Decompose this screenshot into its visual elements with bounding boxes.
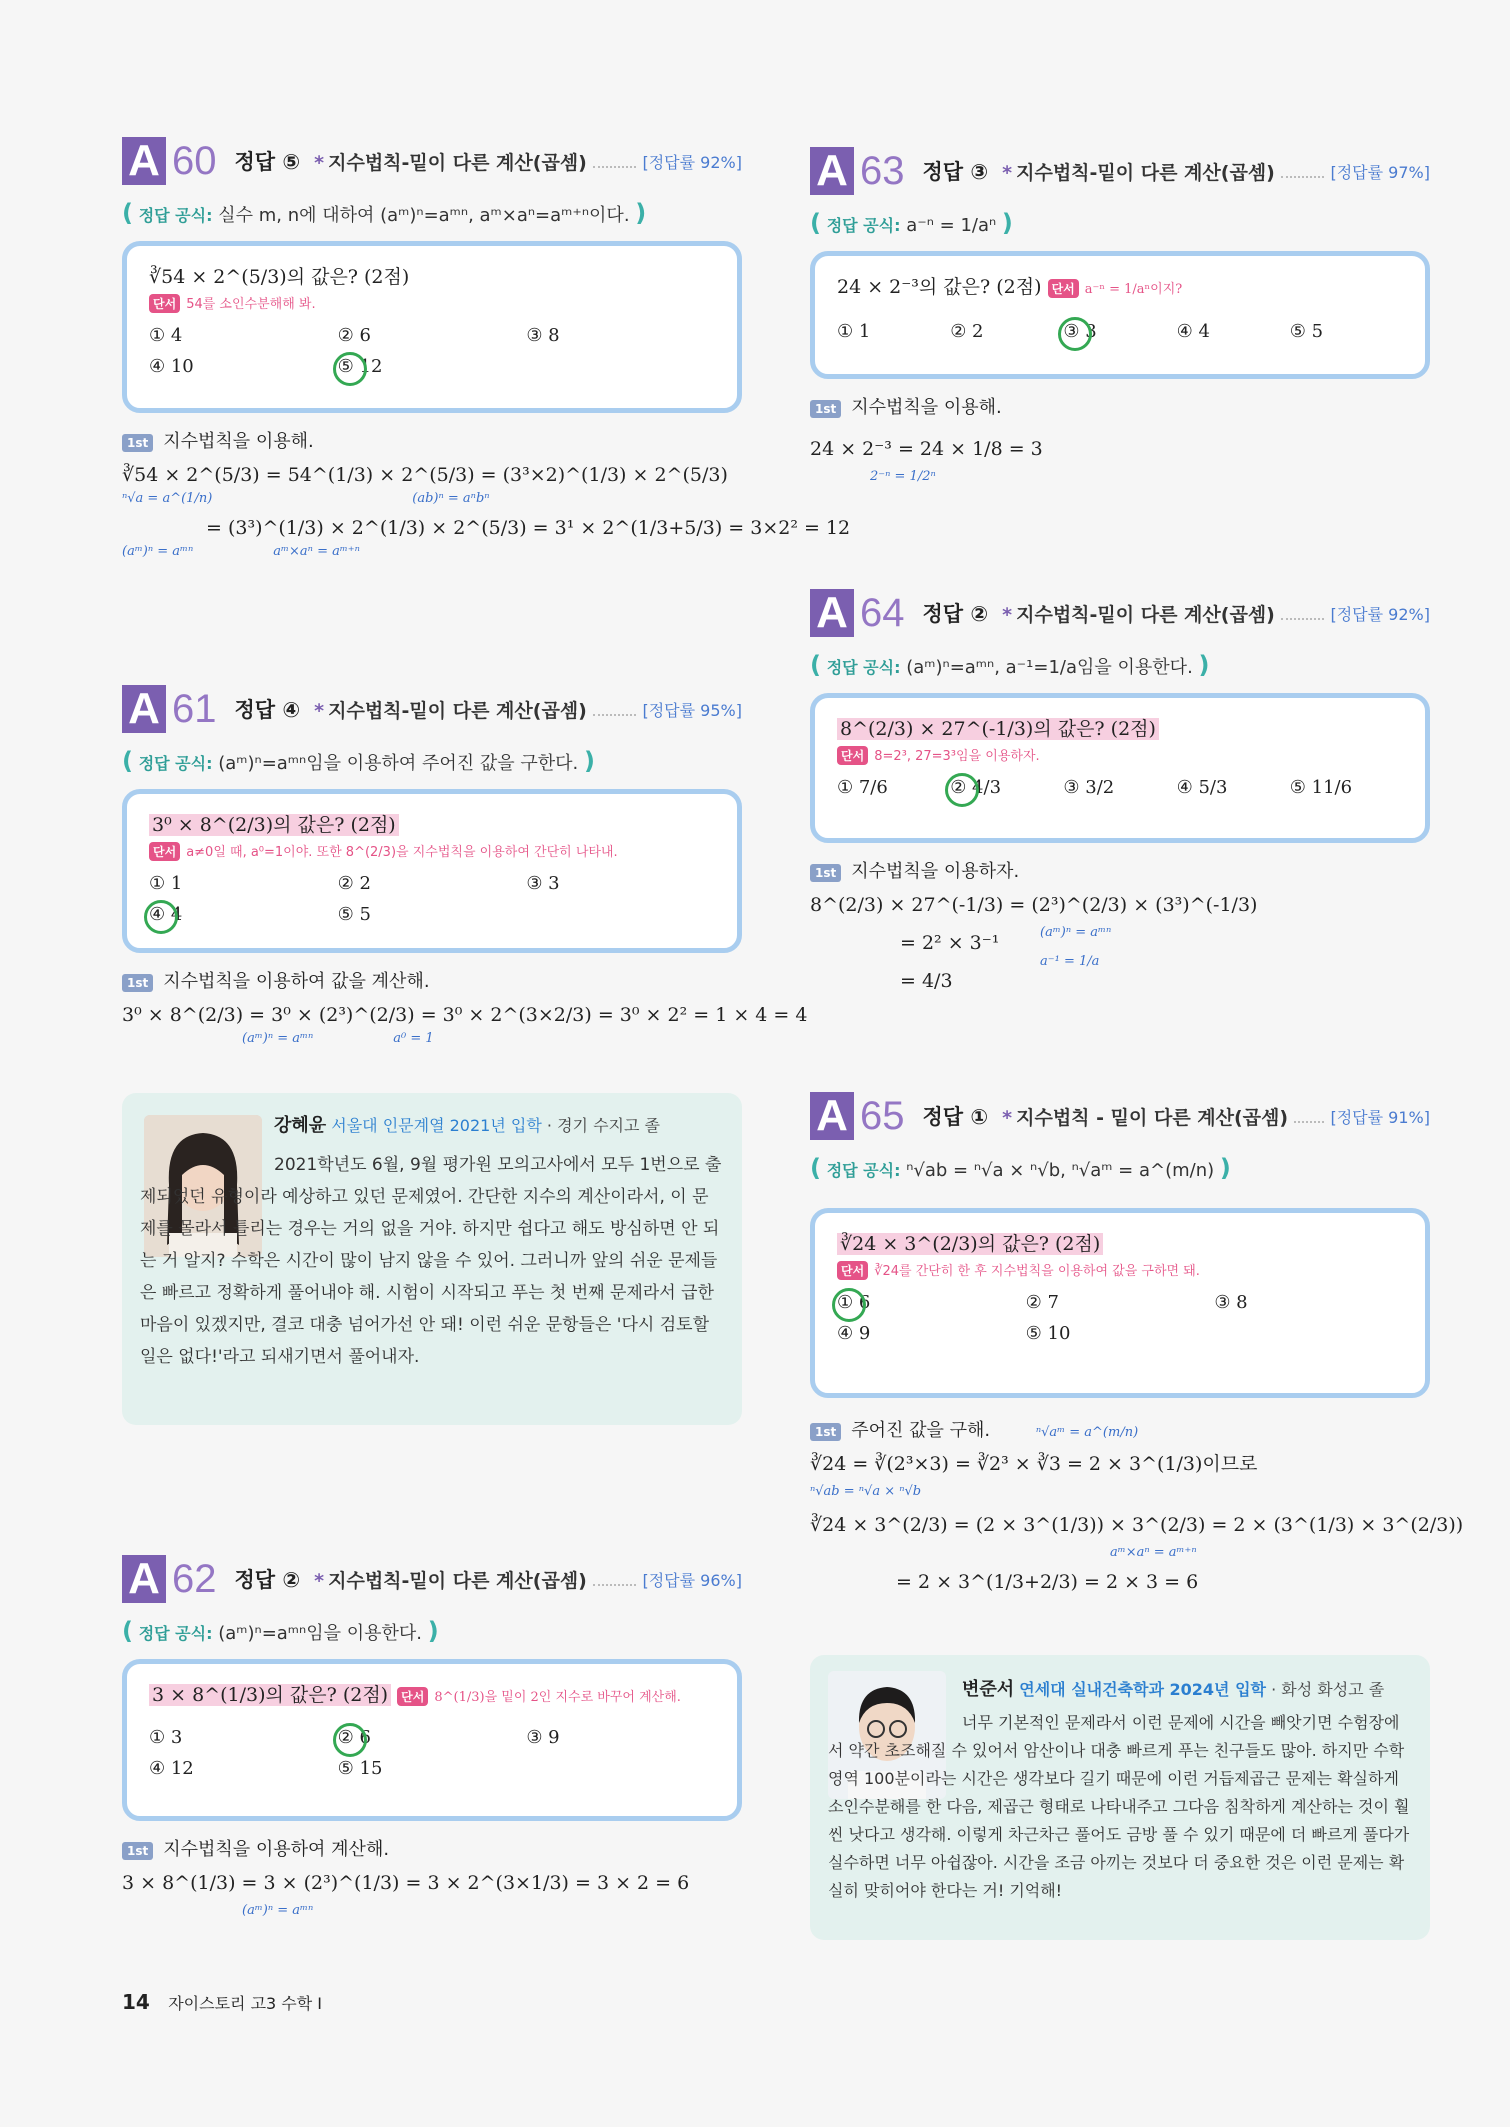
hint-text: a⁻ⁿ = 1/aⁿ이지? (1084, 282, 1183, 297)
note-1: (aᵐ)ⁿ = aᵐⁿ (242, 1031, 314, 1046)
level-tag: A (810, 147, 854, 195)
answer-label: 정답 ⑤ (234, 150, 301, 174)
choice-4: ④ 12 (149, 1758, 194, 1779)
step-tag: 1st (810, 864, 841, 882)
solution-title: 지수법칙을 이용해. (851, 397, 1002, 418)
answer-formula: ( 정답 공식: (aᵐ)ⁿ=aᵐⁿ임을 이용한다. ) (122, 1617, 439, 1645)
choice-4: ④ 9 (837, 1323, 871, 1344)
correct-rate: [정답률 96%] (642, 1570, 742, 1590)
correct-rate: [정답률 92%] (642, 152, 742, 172)
problem-number: 65 (860, 1093, 905, 1138)
hint-tag: 단서 (837, 746, 868, 765)
review-text: 2021학년도 6월, 9월 평가원 모의고사에서 모두 1번으로 출제되었던 유형이라 예상하고 있던 문제였어. 간단한 지수의 계산이라서, 이 문제를 몰라서 틀리는 경우는 거의 없을 거야. 하지만 쉽다고 해도 방심하면 안 되는 거 알지? 수학은 시간이 많이 남지 않을 수 있어. 그러니까 앞의 쉬운 문제들은 빠르고 정확하게 풀어내야 해. 시험이 시작되고 푸는 첫 번째 문제라서 급한 마음이 있겠지만, 결코 대충 넘어가선 안 돼! 이런 쉬운 문항들은 '다시 검토할 일은 없다!'라고 되새기면서 풀어내자. (140, 1155, 722, 1367)
hint-text: a≠0일 때, a⁰=1이야. 또한 8^(2/3)을 지수법칙을 이용하여 간단히 나타내. (186, 845, 618, 860)
solution-line-2: ∛24 × 3^(2/3) = (2 × 3^(1/3)) × 3^(2/3) = 2 × (3^(1/3) × 3^(2/3)) (810, 1514, 1464, 1536)
problem-number: 61 (172, 686, 217, 731)
choice-4-selected: ④ 4 (149, 904, 338, 925)
correct-rate: [정답률 97%] (1330, 162, 1430, 182)
question-box (810, 251, 1430, 379)
choice-5: ⑤ 5 (1289, 321, 1324, 342)
review-text: 너무 기본적인 문제라서 이런 문제에 시간을 빼앗기면 수험장에서 약간 초조해질 수 있어서 암산이나 대충 빠르게 푸는 친구들도 많아. 하지만 수학 영역 100분이라는 시간은 생각보다 길기 때문에 이런 거듭제곱근 문제는 확실하게 소인수분해를 한 다음, 제곱근 형태로 나타내주고 그다음 침착하게 계산하는 것이 훨씬 낫다고 생각해. 이렇게 차근차근 풀어도 금방 풀 수 있기 때문에 더 빠르게 풀다가 실수하면 너무 아쉽잖아. 시간을 조금 아끼는 것보다 더 중요한 것은 이런 문제는 확실히 맞히어야 한다는 거! 기억해! (828, 1713, 1410, 1900)
problem-60 (122, 135, 851, 559)
solution-title: 지수법칙을 이용하자. (851, 861, 1020, 882)
note-4: aᵐ×aⁿ = aᵐ⁺ⁿ (273, 544, 360, 559)
answer-formula: ( 정답 공식: a⁻ⁿ = 1/aⁿ ) (810, 209, 1013, 237)
choice-5: ⑤ 11/6 (1289, 777, 1353, 798)
choice-4: ④ 4 (1176, 321, 1210, 342)
reviewer-school: 서울대 인문계열 2021년 입학 (331, 1116, 542, 1135)
solution-title: 주어진 값을 구해. (851, 1420, 991, 1441)
hint-tag: 단서 (1048, 279, 1079, 298)
question-box (122, 789, 742, 953)
solution-line-2: = (3³)^(1/3) × 2^(1/3) × 2^(5/3) = 3¹ × 2^(1/3+5/3) = 3×2² = 12 (206, 517, 851, 539)
question-text: 3 × 8^(1/3)의 값은? (2점) 단서 8^(1/3)을 밑이 2인 지수로 바꾸어 계산해. (149, 1680, 715, 1707)
solution-line-1: 3⁰ × 8^(2/3) = 3⁰ × (2³)^(2/3) = 3⁰ × 2^(3×2/3) = 3⁰ × 2² = 1 × 4 = 4 (122, 1004, 808, 1026)
step-tag: 1st (122, 974, 153, 992)
level-tag: A (810, 1092, 854, 1140)
hint-tag: 단서 (837, 1261, 868, 1280)
problem-number: 63 (860, 148, 905, 193)
step-tag: 1st (810, 1423, 841, 1441)
solution-line-1: 8^(2/3) × 27^(-1/3) = (2³)^(2/3) × (3³)^(-1/3) (810, 894, 1258, 916)
step-tag: 1st (122, 1842, 153, 1860)
problem-62 (122, 1553, 742, 1918)
choice-2: ② 2 (950, 321, 984, 342)
note-1: (aᵐ)ⁿ = aᵐⁿ (1040, 925, 1112, 940)
topic: * 지수법칙-밑이 다른 계산(곱셈) (314, 151, 587, 174)
hint-tag: 단서 (149, 294, 180, 313)
solution-line-2: = 2² × 3⁻¹ (900, 932, 1000, 954)
step-tag: 1st (122, 434, 153, 452)
note-1: 2⁻ⁿ = 1/2ⁿ (870, 469, 936, 484)
hint-text: ∛24를 간단히 한 후 지수법칙을 이용하여 값을 구하면 돼. (874, 1264, 1200, 1279)
level-tag: A (122, 137, 166, 185)
answer-formula: ( 정답 공식: (aᵐ)ⁿ=aᵐⁿ임을 이용하여 주어진 값을 구한다. ) (122, 747, 595, 775)
solution-line-3: = 4/3 (900, 970, 953, 992)
question-text: 24 × 2⁻³의 값은? (2점) 단서 a⁻ⁿ = 1/aⁿ이지? (837, 276, 1183, 298)
solution-line-1: ∛24 = ∛(2³×3) = ∛2³ × ∛3 = 2 × 3^(1/3)이므로 (810, 1453, 1258, 1475)
choice-3-selected: ③ 3 (1063, 321, 1176, 342)
note-2: (ab)ⁿ = aⁿbⁿ (412, 491, 490, 506)
problem-number: 60 (172, 138, 217, 183)
answer-formula: ( 정답 공식: 실수 m, n에 대하여 (aᵐ)ⁿ=aᵐⁿ, aᵐ×aⁿ=aᵐ⁺ⁿ이다. ) (122, 199, 647, 227)
note-1: (aᵐ)ⁿ = aᵐⁿ (242, 1903, 314, 1918)
choice-3: ③ 3/2 (1063, 777, 1115, 798)
solution-title: 지수법칙을 이용하여 값을 계산해. (163, 971, 430, 992)
solution-line-1: ∛54 × 2^(5/3) = 54^(1/3) × 2^(5/3) = (3³×2)^(1/3) × 2^(5/3) (122, 464, 728, 486)
note-1: ⁿ√aᵐ = a^(m/n) (1035, 1425, 1139, 1440)
book-title: 자이스토리 고3 수학 I (168, 1994, 323, 2013)
choice-5: ⑤ 15 (337, 1758, 383, 1779)
note-2: a⁰ = 1 (393, 1031, 434, 1046)
reviewer-hometown: · 화성 화성고 졸 (1271, 1680, 1385, 1699)
student-review-2 (810, 1655, 1430, 1940)
choice-3: ③ 8 (526, 325, 560, 346)
choice-3: ③ 9 (526, 1727, 560, 1748)
choice-1: ① 3 (149, 1727, 183, 1748)
note-3: aᵐ×aⁿ = aᵐ⁺ⁿ (1110, 1545, 1197, 1560)
hint-tag: 단서 (397, 1687, 428, 1706)
solution-line-1: 3 × 8^(1/3) = 3 × (2³)^(1/3) = 3 × 2^(3×1/3) = 3 × 2 = 6 (122, 1872, 690, 1894)
choice-4: ④ 10 (149, 356, 194, 377)
page-footer (122, 1990, 322, 2014)
question-text: 3⁰ × 8^(2/3)의 값은? (2점) (149, 810, 715, 837)
choice-3: ③ 8 (1214, 1292, 1248, 1313)
answer-label: 정답 ② (234, 1568, 301, 1592)
note-2: ⁿ√ab = ⁿ√a × ⁿ√b (810, 1484, 922, 1499)
choice-2-selected: ② 6 (338, 1727, 527, 1748)
answer-formula: ( 정답 공식: ⁿ√ab = ⁿ√a × ⁿ√b, ⁿ√aᵐ = a^(m/n) ) (810, 1154, 1231, 1182)
note-1: ⁿ√a = a^(1/n) (122, 491, 213, 506)
choice-1-selected: ① 6 (837, 1292, 1026, 1313)
question-text: ∛54 × 2^(5/3)의 값은? (2점) (149, 266, 410, 288)
topic: * 지수법칙-밑이 다른 계산(곱셈) (1002, 603, 1275, 626)
choice-2: ② 6 (337, 325, 371, 346)
step-tag: 1st (810, 400, 841, 418)
solution-title: 지수법칙을 이용해. (163, 431, 314, 452)
solution-line-3: = 2 × 3^(1/3+2/3) = 2 × 3 = 6 (896, 1571, 1199, 1593)
answer-formula: ( 정답 공식: (aᵐ)ⁿ=aᵐⁿ, a⁻¹=1/a임을 이용한다. ) (810, 651, 1210, 679)
choice-2-selected: ② 4/3 (950, 777, 1063, 798)
problem-64 (810, 587, 1430, 997)
choice-5: ⑤ 5 (337, 904, 371, 925)
answer-label: 정답 ② (922, 602, 989, 626)
topic: * 지수법칙 - 밑이 다른 계산(곱셈) (1002, 1106, 1289, 1129)
choice-2: ② 2 (337, 873, 371, 894)
problem-63 (810, 145, 1430, 484)
problem-61 (122, 683, 808, 1046)
page-number: 14 (122, 1990, 150, 2014)
note-3: (aᵐ)ⁿ = aᵐⁿ (122, 544, 194, 559)
solution-title: 지수법칙을 이용하여 계산해. (163, 1839, 390, 1860)
question-box (122, 1659, 742, 1821)
problem-number: 62 (172, 1556, 217, 1601)
choice-1: ① 4 (149, 325, 183, 346)
topic: * 지수법칙-밑이 다른 계산(곱셈) (314, 1569, 587, 1592)
hint-text: 54를 소인수분해해 봐. (186, 297, 316, 312)
answer-label: 정답 ① (922, 1105, 989, 1129)
hint-tag: 단서 (149, 842, 180, 861)
question-box (122, 241, 742, 413)
choice-1: ① 1 (837, 321, 871, 342)
choice-2: ② 7 (1025, 1292, 1059, 1313)
question-text: ∛24 × 3^(2/3)의 값은? (2점) (837, 1229, 1403, 1256)
topic: * 지수법칙-밑이 다른 계산(곱셈) (1002, 161, 1275, 184)
choice-3: ③ 3 (526, 873, 560, 894)
problem-number: 64 (860, 590, 905, 635)
hint-text: 8=2³, 27=3³임을 이용하자. (874, 749, 1040, 764)
choice-5-selected: ⑤ 12 (338, 356, 527, 377)
question-box (810, 1208, 1430, 1398)
correct-rate: [정답률 92%] (1330, 604, 1430, 624)
level-tag: A (122, 685, 166, 733)
level-tag: A (122, 1555, 166, 1603)
correct-rate: [정답률 95%] (642, 700, 742, 720)
correct-rate: [정답률 91%] (1330, 1107, 1430, 1127)
question-box (810, 693, 1430, 843)
question-text: 8^(2/3) × 27^(-1/3)의 값은? (2점) (837, 714, 1403, 741)
note-2: a⁻¹ = 1/a (1040, 954, 1100, 969)
choice-5: ⑤ 10 (1025, 1323, 1071, 1344)
choice-4: ④ 5/3 (1176, 777, 1228, 798)
solution-line-1: 24 × 2⁻³ = 24 × 1/8 = 3 (810, 438, 1043, 460)
choice-1: ① 7/6 (837, 777, 888, 798)
level-tag: A (810, 589, 854, 637)
student-review-1 (122, 1093, 742, 1425)
answer-label: 정답 ④ (234, 698, 301, 722)
reviewer-name: 강혜윤 (274, 1115, 327, 1136)
choice-1: ① 1 (149, 873, 183, 894)
hint-text: 8^(1/3)을 밑이 2인 지수로 바꾸어 계산해. (434, 1690, 681, 1705)
topic: * 지수법칙-밑이 다른 계산(곱셈) (314, 699, 587, 722)
reviewer-hometown: · 경기 수지고 졸 (546, 1116, 660, 1135)
reviewer-name: 변준서 (962, 1679, 1015, 1700)
reviewer-school: 연세대 실내건축학과 2024년 입학 (1019, 1680, 1266, 1699)
problem-65 (810, 1090, 1464, 1598)
answer-label: 정답 ③ (922, 160, 989, 184)
